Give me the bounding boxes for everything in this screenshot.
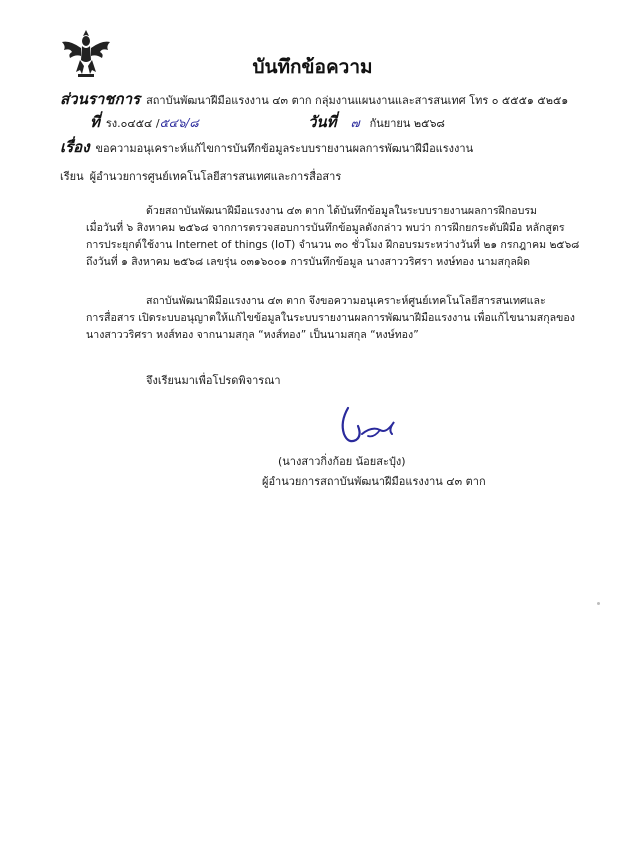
paragraph-line: ถึงวันที่ ๑ สิงหาคม ๒๕๖๘ เลขรุ่น ๐๓๑๖๐๐๑ การบันทึกข้อมูล นางสาววริศรา หงษ์ทอง นามสกุลผิด [86,256,530,268]
closing-remark: จึงเรียนมาเพื่อโปรดพิจารณา [146,374,281,387]
paragraph-line: การสื่อสาร เปิดระบบอนุญาตให้แก้ไขข้อมูลในระบบรายงานผลการพัฒนาฝีมือแรงงาน เพื่อแก้ไขนามสกุลของ [86,312,575,324]
agency-value: สถาบันพัฒนาฝีมือแรงงาน ๔๓ ตาก กลุ่มงานแผนงานและสารสนเทศ โทร ๐ ๕๕๕๑ ๕๒๕๑ [146,94,569,107]
addressee-label: เรียน [60,170,84,183]
paragraph-line: ด้วยสถาบันพัฒนาฝีมือแรงงาน ๔๓ ตาก ได้บันทึกข้อมูลในระบบรายงานผลการฝึกอบรม [146,205,538,217]
scan-speck [597,602,600,605]
paragraph-line: การประยุกต์ใช้งาน Internet of things (IoT) จำนวน ๓๐ ชั่วโมง ฝึกอบรมระหว่างวันที่ ๒๑ กรกฎาคม ๒๕๖๘ [86,239,580,251]
reference-label: ที่ [90,113,100,131]
memo-title: บันทึกข้อความ [252,56,373,78]
addressee-value: ผู้อำนวยการศูนย์เทคโนโลยีสารสนเทศและการสื่อสาร [89,170,342,183]
subject-value: ขอความอนุเคราะห์แก้ไขการบันทึกข้อมูลระบบรายงานผลการพัฒนาฝีมือแรงงาน [95,142,474,155]
date-day: ๗ [350,116,360,130]
reference-line [90,115,199,131]
agency-line [60,92,568,108]
subject-line [60,140,473,156]
reference-handwritten: ๕๔๖/๘ [159,116,199,130]
reference-value: รง.๐๔๕๔ / [105,117,160,130]
body-paragraph-1 [86,203,580,271]
handwritten-signature-icon [322,400,418,450]
date-line [308,115,445,131]
signatory-position: ผู้อำนวยการสถาบันพัฒนาฝีมือแรงงาน ๔๓ ตาก [262,475,486,488]
addressee-line [60,170,341,184]
body-paragraph-2 [86,293,575,344]
subject-label: เรื่อง [60,138,90,156]
paragraph-line: นางสาววริศรา หงส์ทอง จากนามสกุล “หงส์ทอง” เป็นนามสกุล “หงษ์ทอง” [86,329,419,341]
paragraph-line: สถาบันพัฒนาฝีมือแรงงาน ๔๓ ตาก จึงขอความอนุเคราะห์ศูนย์เทคโนโลยีสารสนเทศและ [146,295,546,307]
date-month-year: กันยายน ๒๕๖๘ [369,117,445,130]
signatory-name: (นางสาวกิ่งก้อย น้อยสะปุ๋ง) [278,455,406,468]
agency-label: ส่วนราชการ [60,90,141,108]
paragraph-line: เมื่อวันที่ ๖ สิงหาคม ๒๕๖๘ จากการตรวจสอบการบันทึกข้อมูลดังกล่าว พบว่า การฝึกยกระดับฝีมือ หลักสูตร [86,222,565,234]
date-label: วันที่ [308,113,337,131]
